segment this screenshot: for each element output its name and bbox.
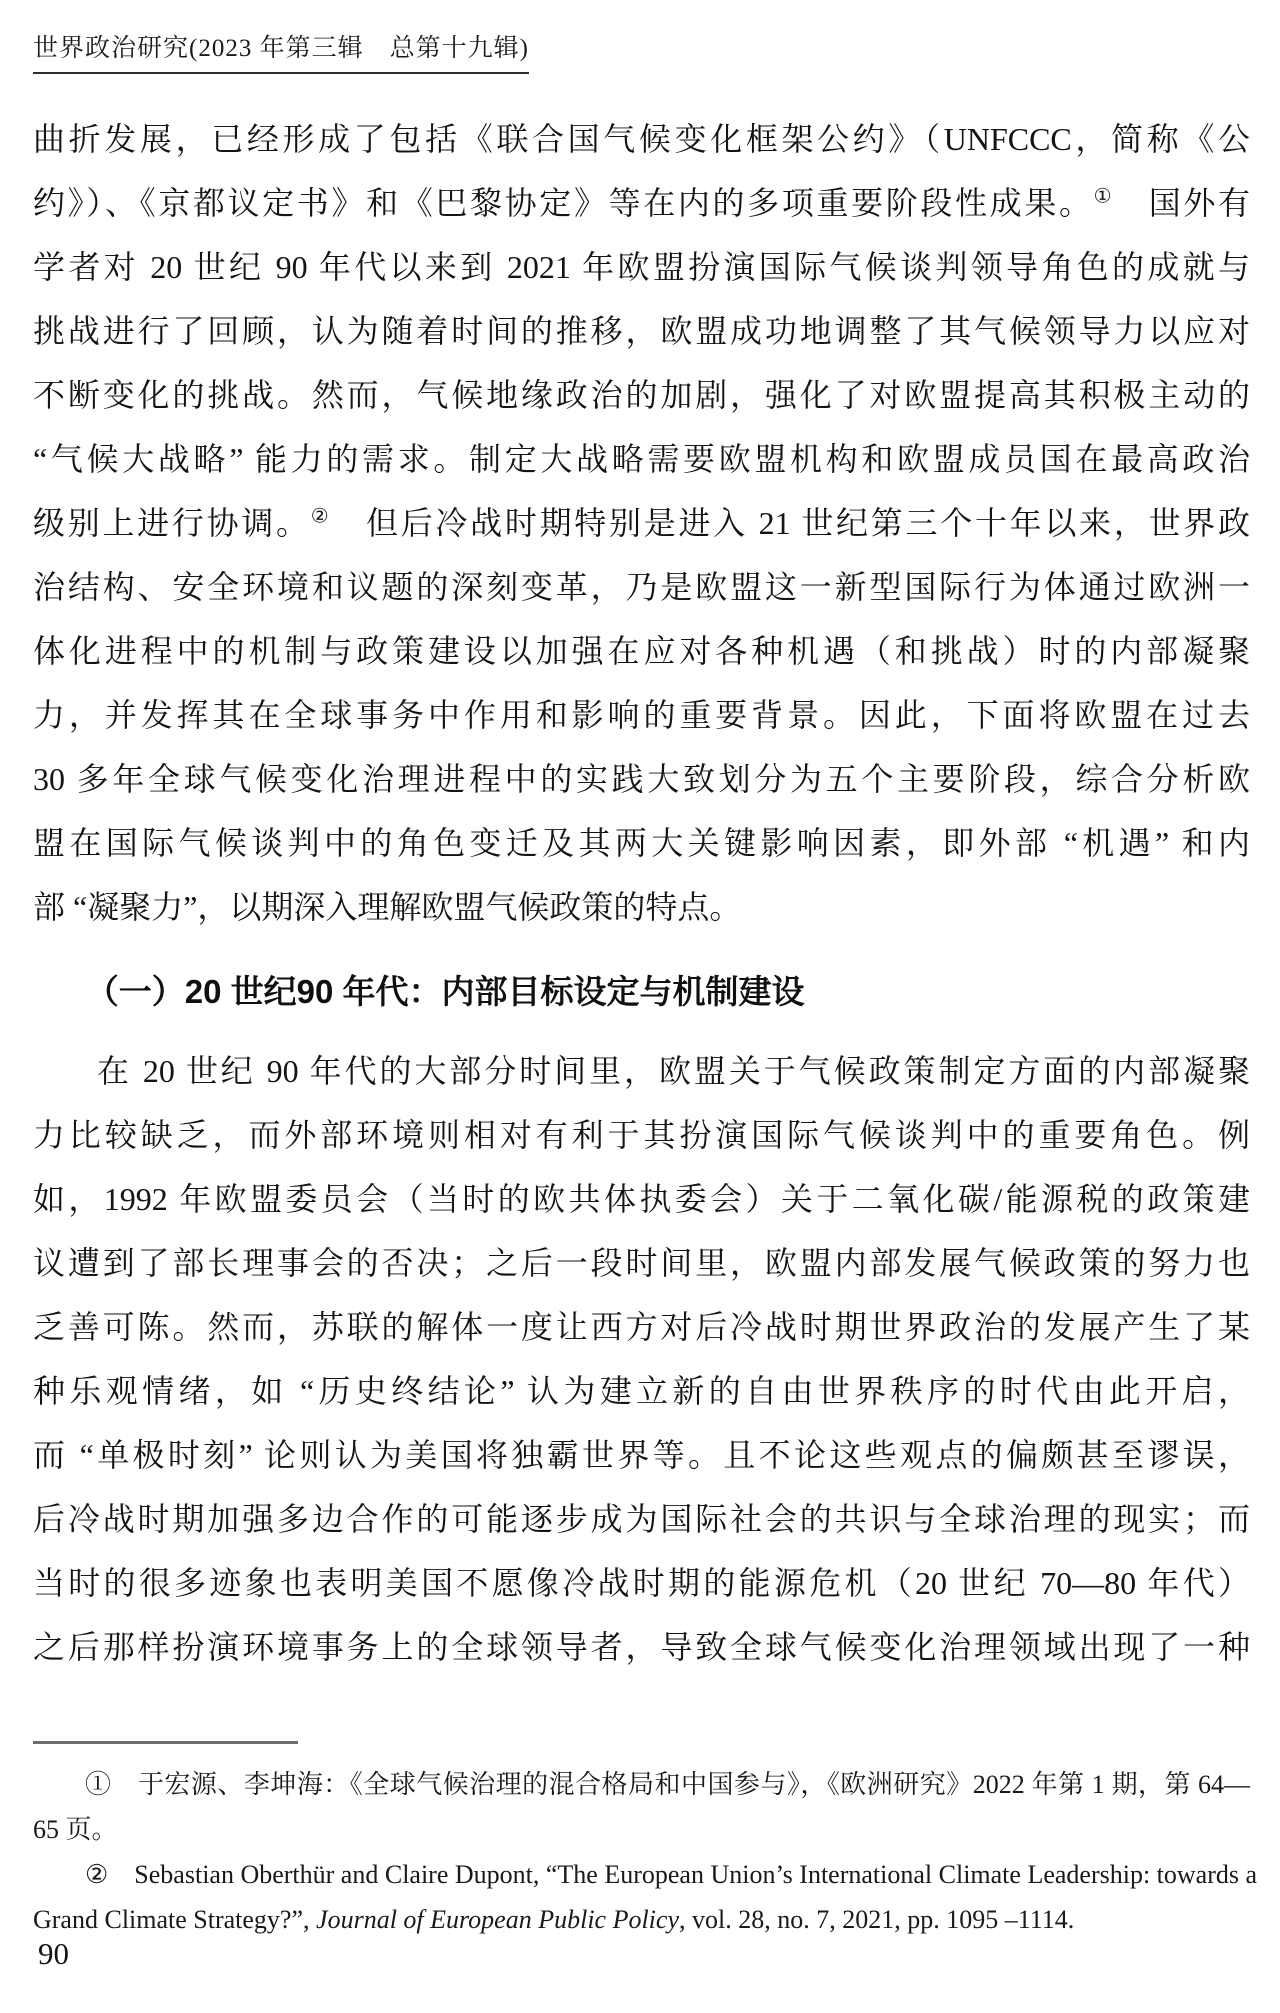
- text-segment: Grand Climate Strategy?”,: [33, 1905, 317, 1934]
- section-heading: （一）20 世纪90 年代：内部目标设定与机制建设: [85, 973, 805, 1010]
- text-line: 部 “凝聚力”，以期深入理解欧盟气候政策的特点。: [33, 889, 742, 925]
- text-segment: 约》）、《京都议定书》和《巴黎协定》等在内的多项重要阶段性成果。: [33, 185, 1094, 221]
- text-line: “气候大战略” 能力的需求。制定大战略需要欧盟机构和欧盟成员国在最高政治: [33, 441, 1250, 477]
- text-line: 种乐观情绪，如 “历史终结论” 认为建立新的自由世界秩序的时代由此开启，: [33, 1373, 1250, 1409]
- footnote-2-line: ② Sebastian Oberthür and Claire Dupont, “The European Union’s International Climate Leadership: towards a: [85, 1860, 1258, 1889]
- page-number: 90: [38, 1936, 69, 1971]
- text-line: [33, 171, 1250, 235]
- text-line: 盟在国际气候谈判中的角色变迁及其两大关键影响因素，即外部 “机遇” 和内: [33, 825, 1250, 861]
- text-line: 30 多年全球气候变化治理进程中的实践大致划分为五个主要阶段，综合分析欧: [33, 761, 1250, 797]
- text-segment: 国外有: [1114, 185, 1250, 221]
- paragraph-1: [33, 107, 1250, 939]
- footnote-ref-1: ①: [1093, 185, 1115, 208]
- paragraph-2: [33, 1039, 1250, 1679]
- text-segment: , vol. 28, no. 7, 2021, pp. 1095 –1114.: [679, 1905, 1075, 1934]
- text-line: 力比较缺乏，而外部环境则相对有利于其扮演国际气候谈判中的重要角色。例: [33, 1117, 1250, 1153]
- text-line: 之后那样扮演环境事务上的全球领导者，导致全球气候变化治理领域出现了一种: [33, 1629, 1250, 1665]
- text-line: 在 20 世纪 90 年代的大部分时间里，欧盟关于气候政策制定方面的内部凝聚: [97, 1053, 1250, 1089]
- text-line: 当时的很多迹象也表明美国不愿像冷战时期的能源危机（20 世纪 70—80 年代）: [33, 1565, 1250, 1601]
- text-line: 挑战进行了回顾，认为随着时间的推移，欧盟成功地调整了其气候领导力以应对: [33, 313, 1250, 349]
- text-line: 不断变化的挑战。然而，气候地缘政治的加剧，强化了对欧盟提高其积极主动的: [33, 377, 1250, 413]
- text-line: 如，1992 年欧盟委员会（当时的欧共体执委会）关于二氧化碳/能源税的政策建: [33, 1181, 1250, 1217]
- text-line: 曲折发展，已经形成了包括《联合国气候变化框架公约》（UNFCCC，简称《公: [33, 121, 1250, 157]
- text-line: 后冷战时期加强多边合作的可能逐步成为国际社会的共识与全球治理的现实；而: [33, 1501, 1250, 1537]
- text-segment: 级别上进行协调。: [33, 505, 311, 541]
- text-line: 治结构、安全环境和议题的深刻变革，乃是欧盟这一新型国际行为体通过欧洲一: [33, 569, 1250, 605]
- text-line: 学者对 20 世纪 90 年代以来到 2021 年欧盟扮演国际气候谈判领导角色的成就与: [33, 249, 1250, 285]
- running-header-title: 世界政治研究(2023 年第三辑 总第十九辑): [33, 28, 529, 74]
- text-line: [33, 491, 1250, 555]
- footnote-separator: [33, 1741, 298, 1744]
- text-line: 乏善可陈。然而，苏联的解体一度让西方对后冷战时期世界政治的发展产生了某: [33, 1309, 1250, 1345]
- footnotes: [33, 1762, 1258, 1942]
- text-line: 而 “单极时刻” 论则认为美国将独霸世界等。且不论这些观点的偏颇甚至谬误，: [33, 1437, 1250, 1473]
- text-segment: 但后冷战时期特别是进入 21 世纪第三个十年以来，世界政: [331, 505, 1250, 541]
- footnote-ref-2: ②: [310, 505, 332, 528]
- journal-title: Journal of European Public Policy: [316, 1905, 679, 1934]
- text-line: 力，并发挥其在全球事务中作用和影响的重要背景。因此，下面将欧盟在过去: [33, 697, 1250, 733]
- running-header: [33, 28, 529, 74]
- text-line: 体化进程中的机制与政策建设以加强在应对各种机遇（和挑战）时的内部凝聚: [33, 633, 1250, 669]
- footnote-1-line: ① 于宏源、李坤海：《全球气候治理的混合格局和中国参与》，《欧洲研究》2022 年第 1 期，第 64—: [85, 1770, 1250, 1799]
- footnote-1-line: 65 页。: [33, 1815, 118, 1844]
- text-line: 议遭到了部长理事会的否决；之后一段时间里，欧盟内部发展气候政策的努力也: [33, 1245, 1250, 1281]
- footnote-2-line: [33, 1897, 1250, 1942]
